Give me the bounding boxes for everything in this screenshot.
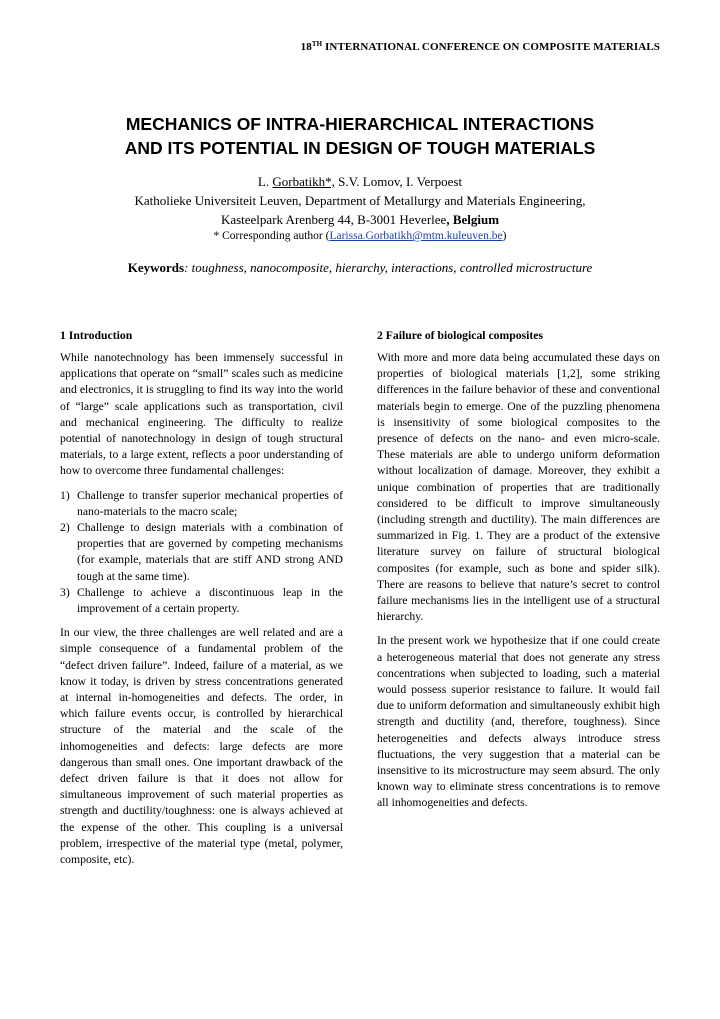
corresponding-suffix: ): [502, 230, 507, 242]
keywords-text: : toughness, nanocomposite, hierarchy, interactions, controlled microstructure: [184, 260, 593, 275]
author-list: [60, 172, 660, 191]
affiliation-address: Kasteelpark Arenberg 44, B-3001 Heverlee: [220, 212, 447, 227]
list-item: [60, 585, 343, 617]
section-1-heading: 1 Introduction: [60, 329, 133, 342]
conference-ordinal-suffix: TH: [311, 40, 323, 48]
section-1-paragraph-1: While nanotechnology has been immensely successful in applications that operate on “small” scales such as medicine and electronics, it is struggling to find its way into the world of “large” scale applications such as transportation, civil and mechanical engineering. The difficulty to realize potential of nanotechnology in design of tough structural materials, to a large extent, reflects a poor understanding of how to overcome three fundamental challenges:: [60, 351, 343, 478]
section-1-paragraph-2: In our view, the three challenges are well related and are a simple consequence of a fundamental problem of the “defect driven failure”. Indeed, failure of a material, as we know it today, is driven by stress concentrations generated at internal in-homogeneities and defects. The order, in which failure events occur, is controlled by hierarchical structure of the material and the scale of the inhomogeneities and defects: large defects are more dangerous than small ones. One important drawback of the defect driven failure is that it does not allow for simultaneous improvement of such material properties as strength and ductility/toughness: one is always achieved at the expense of the other. This coupling is a universal problem, irrespective of the material type (metal, polymer, composite, etc).: [60, 626, 343, 867]
list-item-number: 2): [60, 521, 70, 535]
keywords: [60, 258, 660, 277]
affiliation-line-2: [60, 210, 660, 229]
section-2-paragraph-1: With more and more data being accumulated these days on properties of biological materials [1,2], some striking differences in the failure behavior of these and conventional materials begin to emerge. One of the puzzling phenomena is insensitivity of some biological composites to the presence of defects on the nano- and even micro-scale. These materials are able to undergo uniform deformation without localization of damage. Moreover, they exhibit a unique combination of properties that are traditionally considered to be difficult to improve simultaneously (including strength and ductility). The main differences are summarized in Fig. 1. They are a product of the extensive literature survey on failure of structural biological composites (for example, such as bone and spider silk). There are reasons to believe that nature’s secret to control failure mechanisms lies in the intelligent use of a structural hierarchy.: [377, 351, 660, 624]
list-item: [60, 520, 343, 585]
affiliation-country: , Belgium: [446, 212, 500, 227]
title-line-1: MECHANICS OF INTRA-HIERARCHICAL INTERACTIONS: [125, 114, 595, 134]
left-column: [60, 328, 343, 876]
list-item: [60, 488, 343, 520]
paper-title: [60, 112, 660, 160]
list-item-text: Challenge to achieve a discontinuous leap in the improvement of a certain property.: [77, 585, 343, 616]
author-prefix: L.: [257, 174, 273, 189]
conference-header: [301, 40, 660, 53]
corresponding-author: [60, 228, 660, 245]
section-2-paragraph-2: In the present work we hypothesize that if one could create a heterogeneous material that does not generate any stress concentrations when subjected to loading, such a material would possess superior resistance to failure. It would fail due to uniform deformation and simultaneously exhibit high strength and ductility (and, therefore, toughness). Since heterogeneities and defects always introduce stress fluctuations, the very suggestion that a material can be insensitive to its microstructure may seem absurd. The only known way to eliminate stress concentrations is to remove all inhomogeneities and defects.: [377, 634, 660, 810]
challenge-list: [60, 488, 343, 618]
list-item-text: Challenge to design materials with a combination of properties that are governed by competing mechanisms (for example, materials that are stiff AND strong AND tough at the same time).: [77, 521, 343, 583]
affiliation-line-1: Katholieke Universiteit Leuven, Department of Metallurgy and Materials Engineering,: [134, 193, 586, 208]
main-author: Gorbatikh*,: [272, 174, 335, 189]
corresponding-prefix: * Corresponding author (: [213, 230, 330, 242]
conference-name: INTERNATIONAL CONFERENCE ON COMPOSITE MATERIALS: [322, 41, 660, 53]
list-item-number: 3): [60, 585, 70, 599]
right-column: [377, 328, 660, 820]
email-link[interactable]: Larissa.Gorbatikh@mtm.kuleuven.be: [329, 230, 503, 242]
section-2-heading: 2 Failure of biological composites: [377, 329, 543, 342]
title-line-2: AND ITS POTENTIAL IN DESIGN OF TOUGH MATERIALS: [124, 138, 596, 158]
list-item-number: 1): [60, 488, 70, 502]
co-authors: S.V. Lomov, I. Verpoest: [334, 174, 463, 189]
conference-ordinal: 18: [300, 41, 312, 53]
list-item-text: Challenge to transfer superior mechanical properties of nano-materials to the macro scale;: [77, 488, 343, 518]
keywords-label: Keywords: [127, 260, 185, 275]
